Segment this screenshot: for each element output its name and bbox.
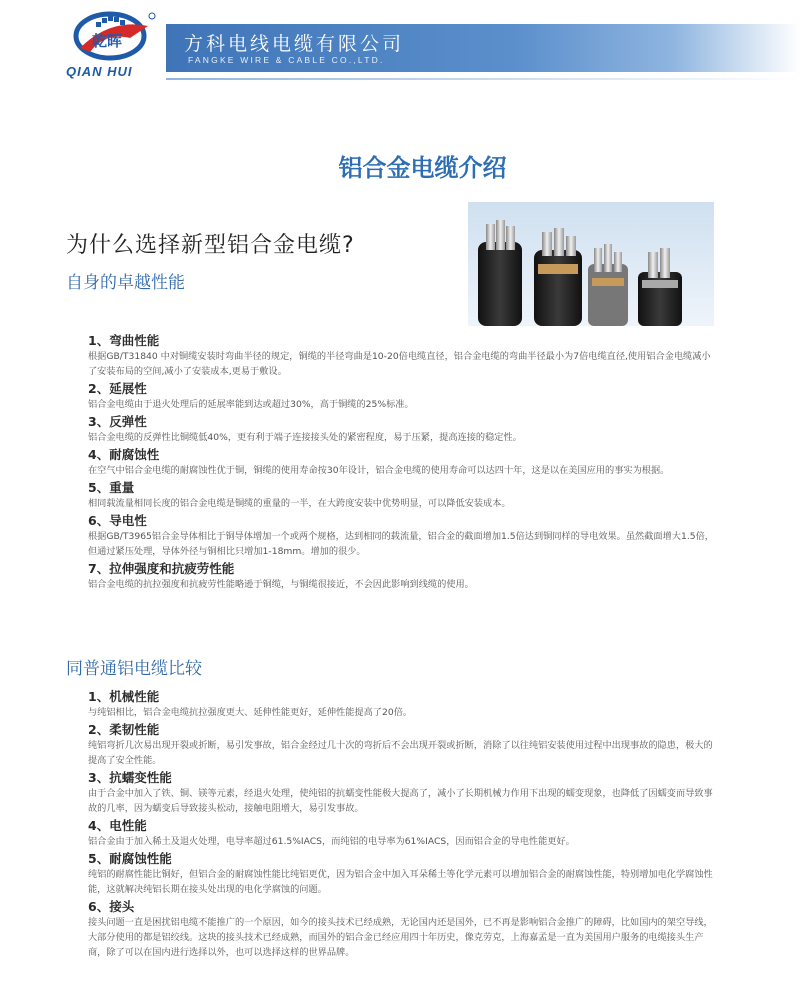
headline: 为什么选择新型铝合金电缆? [66, 233, 355, 258]
list-item [88, 898, 718, 960]
item-text: 与纯铝相比，铝合金电缆抗拉强度更大、延伸性能更好，延伸性能提高了20倍。 [88, 707, 413, 718]
list-item [88, 560, 718, 592]
item-text: 根据GB/T31840 中对铜缆安装时弯曲半径的规定，铜缆的半径弯曲是10-20倍电缆直径，铝合金电缆的弯曲半径最小为7倍电缆直径,使用铝合金电缆减小了安装布局的空间,减小了安装成本,更易于敷设。 [88, 351, 711, 377]
item-text: 在空气中铝合金电缆的耐腐蚀性优于铜，铜缆的使用寿命按30年设计，铝合金电缆的使用寿命可以达四十年，这是以在美国应用的事实为根据。 [88, 465, 670, 476]
list-item [88, 850, 718, 897]
list-item [88, 332, 718, 379]
performance-list [88, 332, 718, 593]
page-title: 铝合金电缆介绍 [338, 154, 507, 182]
item-text: 由于合金中加入了铁、铜、镁等元素，经退火处理，使纯铝的抗蠕变性能极大提高了，减小了长期机械力作用下出现的蠕变现象，也降低了因蠕变而导致事故的几率，因为蠕变后导致接头松动，接触电阻增大，易引发事故。 [88, 788, 713, 814]
section-title-comparison: 同普通铝电缆比较 [66, 659, 202, 679]
list-item [88, 380, 718, 412]
company-name-english: FANGKE WIRE & CABLE CO.,LTD. [188, 55, 385, 65]
item-text: 相同载流量相同长度的铝合金电缆是铜缆的重量的一半，在大跨度安装中优势明显，可以降低安装成本。 [88, 498, 511, 509]
item-text: 根据GB/T3965铝合金导体相比于铜导体增加一个或两个规格，达到相同的载流量，铝合金的截面增加1.5倍达到铜同样的导电效果。虽然截面增大1.5倍，但通过紧压处理，导体外径与铜相比只增加1-18mm。增加的很少。 [88, 531, 714, 557]
item-heading: 2、柔韧性能 [88, 722, 160, 737]
item-heading: 1、弯曲性能 [88, 333, 160, 348]
section-title-performance: 自身的卓越性能 [66, 273, 185, 293]
item-heading: 3、抗蠕变性能 [88, 770, 172, 785]
item-heading: 6、导电性 [88, 513, 147, 528]
item-text: 纯铝的耐腐性能比铜好，但铝合金的耐腐蚀性能比纯铝更优，因为铝合金中加入耳朵稀土等化学元素可以增加铝合金的耐腐蚀性能，特别增加电化学腐蚀性能，这就解决纯铝长期在接头处出现的电化学腐蚀的问题。 [88, 869, 713, 895]
item-text: 接头问题一直是困扰铝电缆不能推广的一个原因，如今的接头技术已经成熟，无论国内还是国外，已不再是影响铝合金推广的障碍，比如国内的架空导线，大部分使用的都是铝绞线。这块的接头技术已经成熟，而国外的铝合金已经应用四十年历史，像克劳克，上海嘉孟是一直为美国用户服务的电缆接头生产商，除了可以在国内进行选择以外，也可以选择这样的世界品牌。 [88, 917, 713, 958]
logo-chinese: 乾晖 [92, 32, 123, 50]
company-name-chinese: 方科电线电缆有限公司 [184, 33, 405, 55]
comparison-list [88, 688, 718, 961]
page-header [0, 0, 800, 92]
item-heading: 2、延展性 [88, 381, 147, 396]
cable-product-photo [468, 202, 714, 326]
logo-english: QIAN HUI [66, 64, 133, 79]
list-item [88, 688, 718, 720]
list-item [88, 512, 718, 559]
item-heading: 1、机械性能 [88, 689, 160, 704]
item-text: 铝合金由于加入稀土及退火处理，电导率超过61.5%IACS，而纯铝的电导率为61%IACS，因而铝合金的导电性能更好。 [88, 836, 575, 847]
item-text: 铝合金电缆由于退火处理后的延展率能到达或超过30%，高于铜缆的25%标准。 [88, 399, 414, 410]
list-item [88, 769, 718, 816]
item-text: 铝合金电缆的反弹性比铜缆低40%，更有利于端子连接接头处的紧密程度，易于压紧，提高连接的稳定性。 [88, 432, 522, 443]
list-item [88, 479, 718, 511]
list-item [88, 721, 718, 768]
item-heading: 4、电性能 [88, 818, 147, 833]
banner-divider [166, 78, 800, 80]
item-heading: 5、耐腐蚀性能 [88, 851, 172, 866]
item-text: 铝合金电缆的抗拉强度和抗疲劳性能略逊于铜缆，与铜缆很接近，不会因此影响到线缆的使用。 [88, 579, 474, 590]
item-heading: 5、重量 [88, 480, 135, 495]
list-item [88, 413, 718, 445]
item-heading: 6、接头 [88, 899, 135, 914]
item-heading: 7、拉伸强度和抗疲劳性能 [88, 561, 235, 576]
list-item [88, 446, 718, 478]
list-item [88, 817, 718, 849]
item-heading: 4、耐腐蚀性 [88, 447, 160, 462]
item-text: 纯铝弯折几次易出现开裂或折断，易引发事故，铝合金经过几十次的弯折后不会出现开裂或折断，消除了以往纯铝安装使用过程中出现事故的隐患，极大的提高了安全性能。 [88, 740, 713, 766]
item-heading: 3、反弹性 [88, 414, 147, 429]
